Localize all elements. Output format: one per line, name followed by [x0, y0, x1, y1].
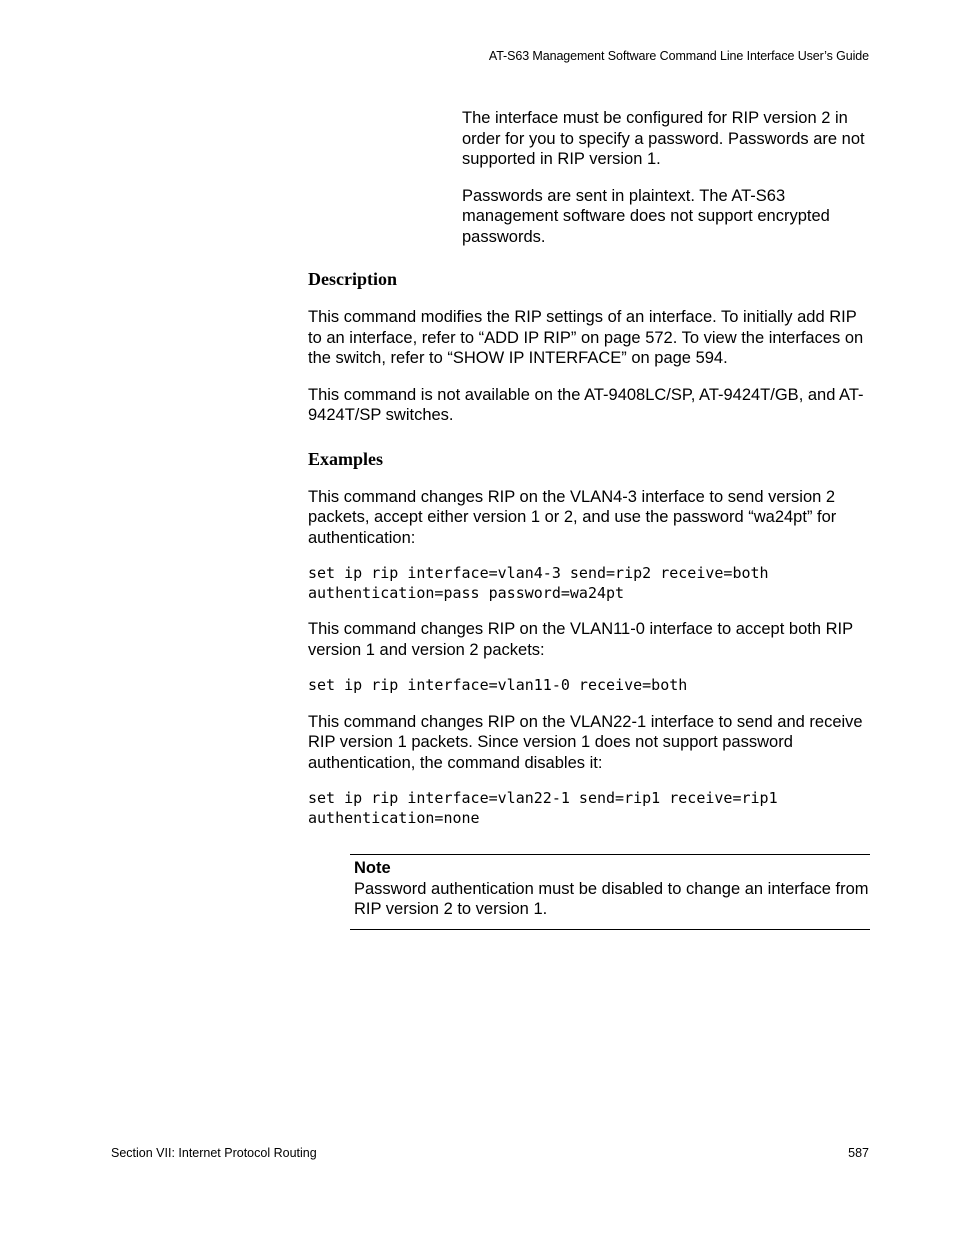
description-paragraph: This command modifies the RIP settings of an interface. To initially add RIP to an interface, refer to “ADD IP RIP” on page 572. To view the interfaces on the switch, refer to “SHOW IP INTERFACE” on page 594. — [308, 308, 864, 367]
example-text: This command changes RIP on the VLAN22-1 interface to send and receive RIP version 1 packets. Since version 1 does not support password authentication, the command disables it: — [308, 712, 863, 772]
example-text: This command changes RIP on the VLAN4-3 interface to send version 2 packets, accept either version 1 or 2, and use the password “wa24pt” for authentication: — [308, 487, 837, 547]
note-text: Password authentication must be disabled to change an interface from RIP version 2 to version 1. — [354, 879, 869, 918]
example-text: This command changes RIP on the VLAN11-0 interface to accept both RIP version 1 and version 2 packets: — [308, 620, 853, 659]
running-header: AT-S63 Management Software Command Line Interface User’s Guide — [488, 49, 869, 63]
parameter-note-paragraph: Passwords are sent in plaintext. The AT-S63 management software does not support encrypted passwords. — [462, 186, 830, 246]
example-code: set ip rip interface=vlan22-1 send=rip1 receive=rip1 authentication=none — [308, 789, 778, 827]
main-content — [308, 267, 873, 844]
note-box — [350, 854, 870, 930]
examples-section — [308, 447, 873, 829]
note-title: Note — [354, 859, 391, 877]
examples-heading: Examples — [308, 448, 384, 469]
example-code: set ip rip interface=vlan4-3 send=rip2 receive=both authentication=pass password=wa24pt — [308, 564, 769, 602]
footer-section-title: Section VII: Internet Protocol Routing — [111, 1146, 317, 1160]
parameter-note-paragraph: The interface must be configured for RIP version 2 in order for you to specify a password. Passwords are not supported in RIP version 1. — [462, 109, 865, 168]
description-paragraph: This command is not available on the AT-9408LC/SP, AT-9424T/GB, and AT-9424T/SP switches. — [308, 385, 864, 424]
description-heading: Description — [308, 269, 397, 289]
description-section — [308, 267, 873, 426]
footer-page-number: 587 — [848, 1146, 869, 1160]
parameter-notes — [462, 108, 872, 263]
example-code: set ip rip interface=vlan11-0 receive=both — [308, 676, 688, 694]
